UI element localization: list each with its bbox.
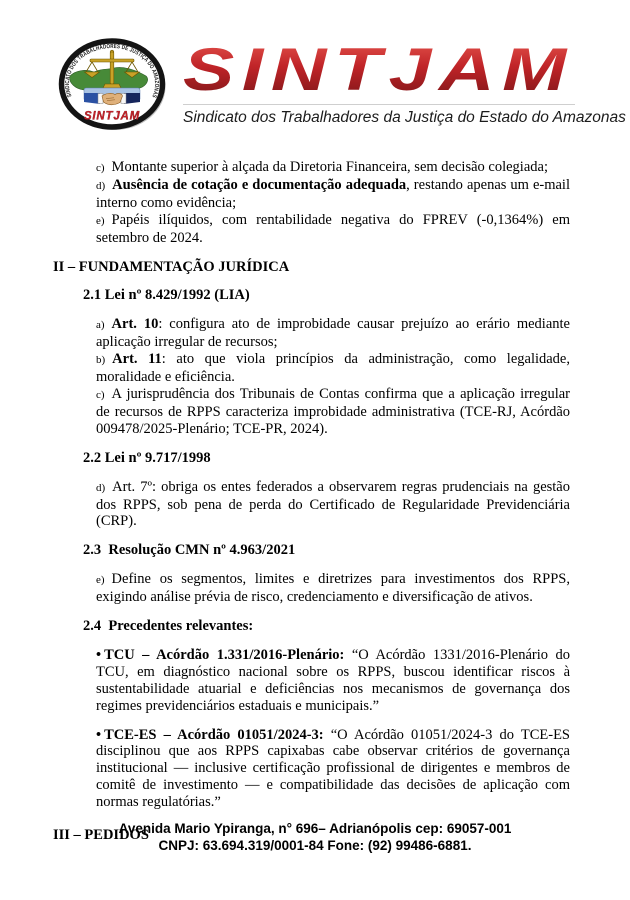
section-heading-ii: II – FUNDAMENTAÇÃO JURÍDICA [53, 258, 290, 275]
section-heading-iii: III – PEDIDOS [53, 827, 149, 844]
item-marker: d) [96, 179, 106, 192]
document-footer [0, 820, 630, 854]
item-marker: e) [96, 214, 105, 227]
item-marker: b) [96, 354, 106, 367]
item-text: Art. 11: ato que viola princípios da administração, como legalidade, moralidade e eficiência. [96, 351, 570, 386]
brand-subtitle: Sindicato dos Trabalhadores da Justiça do Estado do Amazonas [183, 108, 626, 126]
handshake-icon [84, 88, 140, 105]
item-marker: c) [96, 162, 105, 174]
footer-address-line: Avenida Mario Ypiranga, n° 696– Adrianópolis cep: 69057-001 [118, 821, 512, 836]
seal-ring-text: SINDICATO DOS TRABALHADORES DE JUSTIÇA DO AMAZONAS [64, 43, 160, 100]
subsection-2-2: 2.2 Lei nº 9.717/1998 [83, 449, 211, 466]
bullet-icon: • [96, 646, 102, 663]
bullet-item-tcu [96, 647, 570, 715]
item-text: Papéis ilíquidos, com rentabilidade negativa do FPREV (-0,1364%) em setembro de 2024. [96, 211, 570, 246]
item-marker: e) [96, 574, 105, 587]
list-item [96, 351, 570, 386]
letterhead [0, 0, 630, 132]
brand-block [183, 36, 626, 127]
item-marker: a) [96, 319, 105, 332]
item-text: A jurisprudência dos Tribunais de Contas confirma que a aplicação irregular de recursos de RPPS caracteriza improbidade administrativa (TCE-RJ, Acórdão 009478/2025-Plenário; TCE-PR, 2024). [96, 385, 570, 437]
bullet-item-tce-es [96, 727, 570, 812]
list-item [96, 316, 570, 351]
list-2-1 [96, 316, 570, 437]
list-item [96, 479, 570, 531]
seal-label: SINTJAM [83, 110, 141, 123]
list-item [96, 159, 570, 177]
footer-cnpj-line: CNPJ: 63.694.319/0001-84 Fone: (92) 99486-6881. [158, 838, 472, 853]
sintjam-seal [56, 36, 168, 132]
item-marker: d) [96, 481, 106, 494]
sintjam-seal-graphic [56, 36, 168, 132]
item-text: TCE-ES – Acórdão 01051/2024-3: “O Acórdão 01051/2024-3 do TCE-ES disciplinou que aos RPPS capixabas cabe observar critérios de governança institucional — inclusive certificação profissional de dirigentes e membros de comitê de investimento — e compatibilidade das decisões de aplicação com normas regulatórias.” [96, 726, 570, 811]
list-item [96, 212, 570, 247]
list-item [96, 571, 570, 606]
bullet-item [96, 647, 570, 715]
item-text: Ausência de cotação e documentação adequada, restando apenas um e-mail interno como evidência; [96, 176, 570, 211]
document-body [0, 132, 630, 844]
subsection-2-3: 2.3 Resolução CMN nº 4.963/2021 [83, 542, 296, 559]
intro-list [96, 159, 570, 247]
item-text: TCU – Acórdão 1.331/2016-Plenário: “O Acórdão 1331/2016-Plenário do TCU, em diagnóstico nacional sobre os RPPS, buscou identificar riscos à sustentabilidade atuarial e deficiências nos mecanismos de governança dos regimes previdenciários estaduais e municipais.” [96, 646, 570, 714]
item-text: Define os segmentos, limites e diretrizes para investimentos dos RPPS, exigindo análise prévia de risco, credenciamento e diversificação de ativos. [96, 571, 570, 606]
list-2-2 [96, 479, 570, 531]
item-marker: c) [96, 388, 105, 401]
item-text: Art. 7º: obriga os entes federados a observarem regras prudenciais na gestão dos RPPS, sob pena de perda do Certificado de Regularidade Previdenciária (CRP). [96, 478, 570, 530]
brand-title: SINTJAM [183, 36, 574, 103]
list-item [96, 177, 570, 212]
subsection-2-1: 2.1 Lei nº 8.429/1992 (LIA) [83, 287, 250, 304]
item-text: Montante superior à alçada da Diretoria Financeira, sem decisão colegiada; [111, 159, 548, 175]
item-text: Art. 10: configura ato de improbidade causar prejuízo ao erário mediante aplicação irregular de recursos; [96, 316, 570, 351]
bullet-icon: • [96, 726, 102, 743]
brand-divider [183, 104, 575, 105]
bullet-item [96, 727, 570, 812]
list-item [96, 386, 570, 438]
subsection-2-4: 2.4 Precedentes relevantes: [83, 618, 254, 635]
list-2-3 [96, 571, 570, 606]
